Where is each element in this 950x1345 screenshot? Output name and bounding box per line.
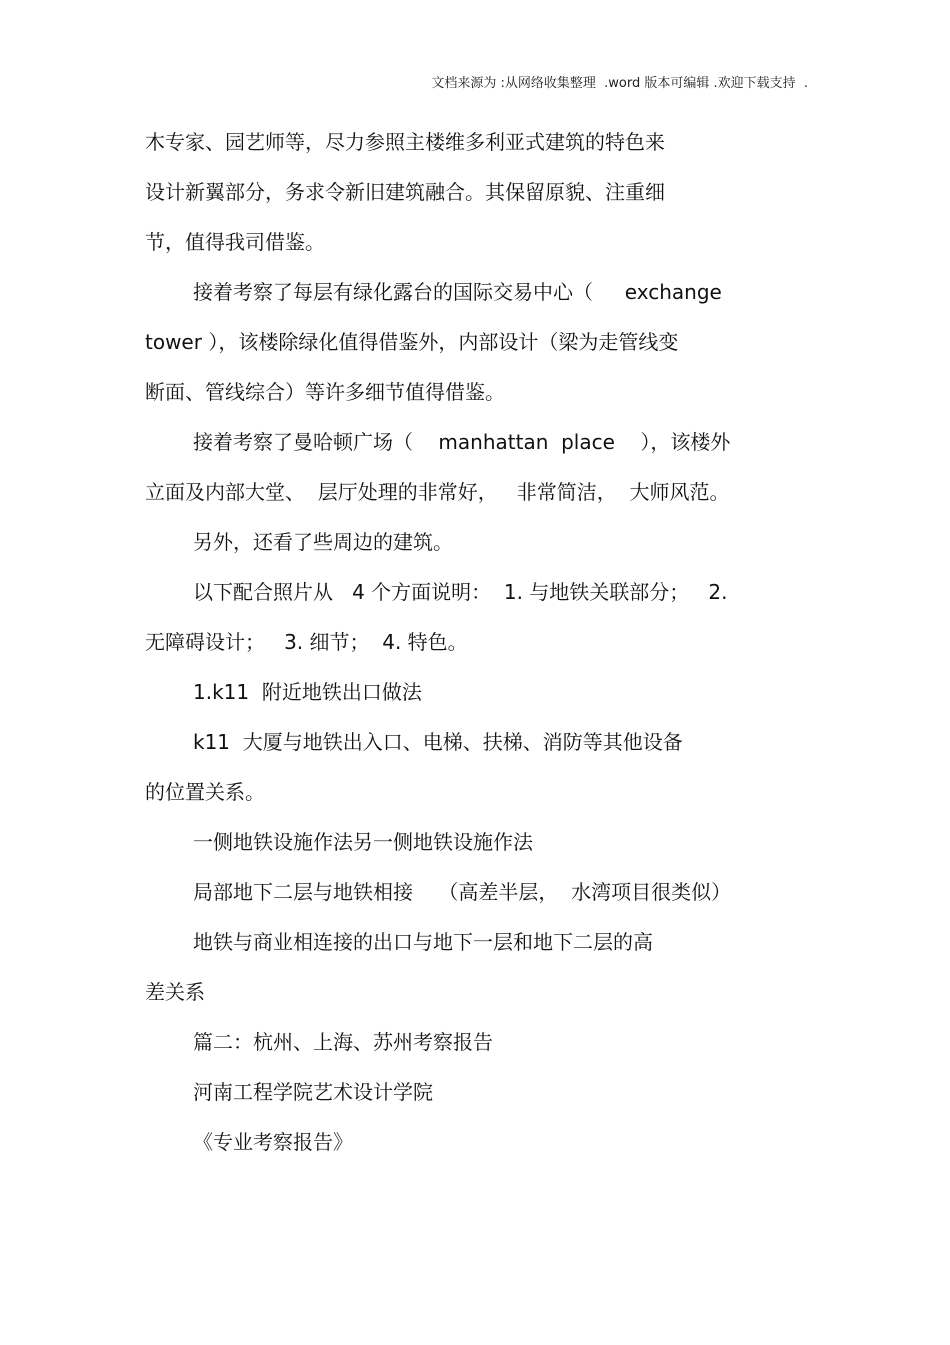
report-title: 《专业考察报告》 [193, 1130, 353, 1154]
paragraph-line: 局部地下二层与地铁相接 （高差半层， 水湾项目很类似） [193, 880, 732, 904]
paragraph-line: 以下配合照片从 4 个方面说明： 1. 与地铁关联部分； 2. [193, 580, 728, 604]
paragraph-line: 地铁与商业相连接的出口与地下一层和地下二层的高 [193, 930, 653, 954]
page-header: 文档来源为 :从网络收集整理 .word 版本可编辑 .欢迎下载支持 . [431, 76, 808, 91]
paragraph-line: 差关系 [145, 980, 205, 1004]
section-heading: 1.k11 附近地铁出口做法 [193, 680, 422, 704]
section-title: 篇二：杭州、上海、苏州考察报告 [193, 1030, 493, 1054]
paragraph-line: 立面及内部大堂、 层厅处理的非常好， 非常简洁， 大师风范。 [145, 480, 730, 504]
paragraph-line: 一侧地铁设施作法另一侧地铁设施作法 [193, 830, 533, 854]
paragraph-line: 无障碍设计； 3. 细节； 4. 特色。 [145, 630, 468, 654]
paragraph-line: 木专家、园艺师等，尽力参照主楼维多利亚式建筑的特色来 [145, 130, 665, 154]
paragraph-line: 接着考察了曼哈顿广场（ manhattan place ），该楼外 [193, 430, 731, 454]
paragraph-line: 节，值得我司借鉴。 [145, 230, 325, 254]
institution-name: 河南工程学院艺术设计学院 [193, 1080, 433, 1104]
paragraph-line: 断面、管线综合）等许多细节值得借鉴。 [145, 380, 505, 404]
paragraph-line: k11 大厦与地铁出入口、电梯、扶梯、消防等其他设备 [193, 730, 683, 754]
paragraph-line: 设计新翼部分，务求令新旧建筑融合。其保留原貌、注重细 [145, 180, 665, 204]
paragraph-line: 接着考察了每层有绿化露台的国际交易中心（ exchange [193, 280, 722, 304]
paragraph-line: 另外，还看了些周边的建筑。 [193, 530, 453, 554]
paragraph-line: 的位置关系。 [145, 780, 265, 804]
paragraph-line: tower ），该楼除绿化值得借鉴外，内部设计（梁为走管线变 [145, 330, 679, 354]
